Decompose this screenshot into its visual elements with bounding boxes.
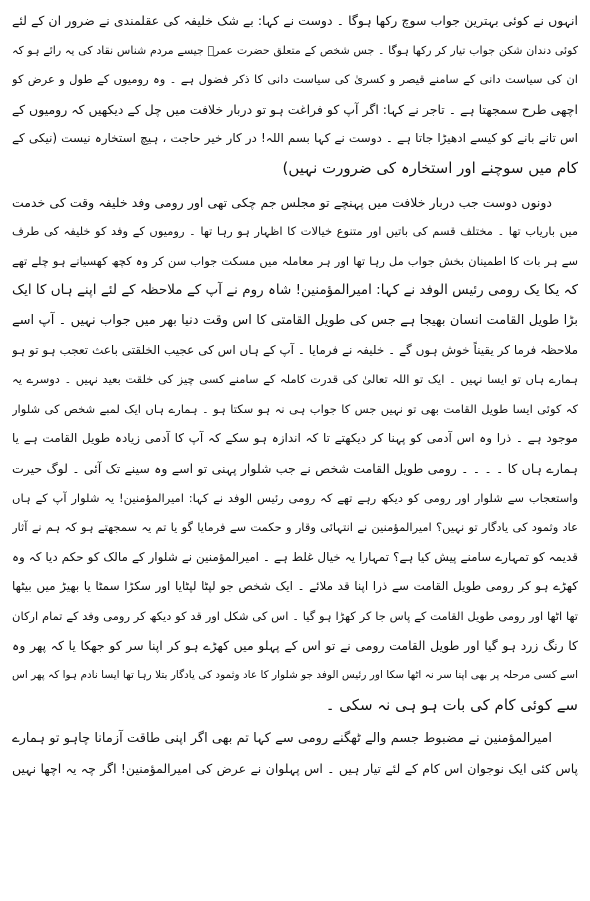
text-line: اسے کسی مرحلہ پر بھی اپنا سر نہ اٹھا سکا اور رئیس الوفد جو شلوار کا عاد وثمود کی یادگار بتلا رہا تھا ایسا نادم ہوا کہ پھر اس [12, 669, 578, 682]
text-line: سے ہر بات کا اطمینان بخش جواب مل رہا تھا اور ہر معاملہ میں مسکت جواب سن کر وہ کچھ کھسیانے ہو چلے تھے [12, 253, 578, 268]
paragraph-3 [12, 724, 578, 783]
paragraph-1 [12, 6, 578, 184]
text-line: کھڑے ہو کر رومی طویل القامت سے ذرا اپنا قد ملائے ۔ ایک شخص جو لپٹا لپٹایا اور سکڑا سمٹا یا بھیڑ میں بیٹھا [12, 579, 578, 594]
text-line: امیرالمؤمنین نے مضبوط جسم والے ٹھگنے رومی سے کہا تم بھی اگر اپنی طاقت آزمانا چاہو تو ہمارے [12, 731, 552, 747]
paragraph-2 [12, 188, 578, 721]
text-line: ان کی سیاست دانی کے سامنے قیصر و کسریٰ کی سیاست دانی کا ذکر فضول ہے ۔ وہ رومیوں کے طول و عرض کو [12, 72, 578, 87]
text-line: اس تانے بانے کو کیسے ادھیڑا جاتا ہے ۔ دوست نے کہا بسم اللہ! در کار خیر حاجت ، ہیچ استخارہ نیست (نیکی کے [12, 131, 578, 146]
text-line: ہمارے ہاں کا ۔ ۔ ۔ ۔ رومی طویل القامت شخص نے جب شلوار پہنی تو اسے وہ سینے تک آئی ۔ لوگ حیرت [12, 460, 578, 476]
text-line: اچھی طرح سمجھتا ہے ۔ تاجر نے کہا: اگر آپ کو فراغت ہو تو دربار خلافت میں چل کے دیکھیں کہ رومیوں کے [12, 101, 578, 117]
text-line: کوئی دندان شکن جواب تیار کر رکھا ہوگا ۔ جس شخص کے متعلق حضرت عمرؓ جیسے مردم شناس نقاد کی یہ رائے ہو کہ [12, 43, 578, 57]
text-line: تھا اٹھا اور رومی طویل القامت کے پاس جا کر کھڑا ہو گیا ۔ اس کی شکل اور قد کو دیکھ کر رومی وفد کے تمام ارکان [12, 608, 578, 623]
text-line: ملاحظہ فرما کر یقیناً خوش ہوں گے ۔ خلیفہ نے فرمایا ۔ آپ کے ہاں اس کی عجیب الخلقتی باعث تعجب ہو تو ہو [12, 342, 578, 357]
text-line: کہ کوئی ایسا طویل القامت بھی تو نہیں جس کا جواب ہی نہ ہو سکتا ہو ۔ ہمارے ہاں ایک لمبے شخص کی شلوار [12, 401, 578, 416]
text-line: پاس کئی ایک نوجوان اس کام کے لئے تیار ہیں ۔ اس پہلوان نے عرض کی امیرالمؤمنین! اگر چہ یہ اچھا نہیں [12, 760, 578, 776]
text-line: دونوں دوست جب دربار خلافت میں پہنچے تو مجلس جم چکی تھی اور رومی وفد خلیفہ وقت کی خدمت [12, 194, 552, 210]
text-line: موجود ہے ۔ ذرا وہ اس آدمی کو پہنا کر دیکھتے تا کہ اندازہ ہو سکے کہ آپ کا آدمی زیادہ طویل القامت ہے یا [12, 431, 578, 446]
text-line: واستعجاب سے شلوار اور رومی کو دیکھ رہے تھے کہ رومی رئیس الوفد نے کہا: امیرالمؤمنین! یہ شلوار آپ کے ہاں [12, 490, 578, 505]
text-line: انہوں نے کوئی بہترین جواب سوچ رکھا ہوگا ۔ دوست نے کہا: بے شک خلیفہ کی عقلمندی نے ضرور ان کے لئے [12, 13, 578, 28]
text-line: عاد وثمود کی یادگار تو نہیں؟ امیرالمؤمنین نے انتہائی وقار و حکمت سے فرمایا گو یا تم یہ سمجھتے ہو کہ ہم نے آثار [12, 520, 578, 535]
text-line: کا رنگ زرد ہو گیا اور طویل القامت رومی نے تو اس کے پہلو میں کھڑے ہو کر اپنا سر کو جھکا یا کہ پھر وہ [12, 638, 578, 654]
text-line: کہ یکا یک رومی رئیس الوفد نے کہا: امیرالمؤمنین! شاہ روم نے آپ کے ملاحظہ کے لئے اپنے ہاں کا ایک [12, 282, 578, 299]
text-line: قدیمہ کو تمہارے سامنے پیش کیا ہے؟ تمہارا یہ خیال غلط ہے ۔ امیرالمؤمنین نے شلوار کے مالک کو حکم دیا کہ وہ [12, 549, 578, 564]
text-line: سے کوئی کام کی بات ہو ہی نہ سکی ۔ [325, 695, 578, 714]
text-line: میں باریاب تھا ۔ مختلف قسم کی باتیں اور متنوع خیالات کا اظہار ہو رہا تھا ۔ رومیوں کے وفد کو خلیفہ کی طرف [12, 224, 578, 239]
text-line: ہمارے ہاں تو ایسا نہیں ۔ ایک تو اللہ تعالیٰ کی قدرت کاملہ کے سامنے کسی چیز کی خلقت بعید نہیں ۔ دوسرے یہ [12, 372, 578, 387]
text-line: کام میں سوچنے اور استخارہ کی ضرورت نہیں) [282, 158, 578, 177]
text-line: بڑا طویل القامت انسان بھیجا ہے جس کی طویل القامتی کا اس وقت دنیا بھر میں جواب نہیں ۔ آپ اسے [12, 312, 578, 328]
